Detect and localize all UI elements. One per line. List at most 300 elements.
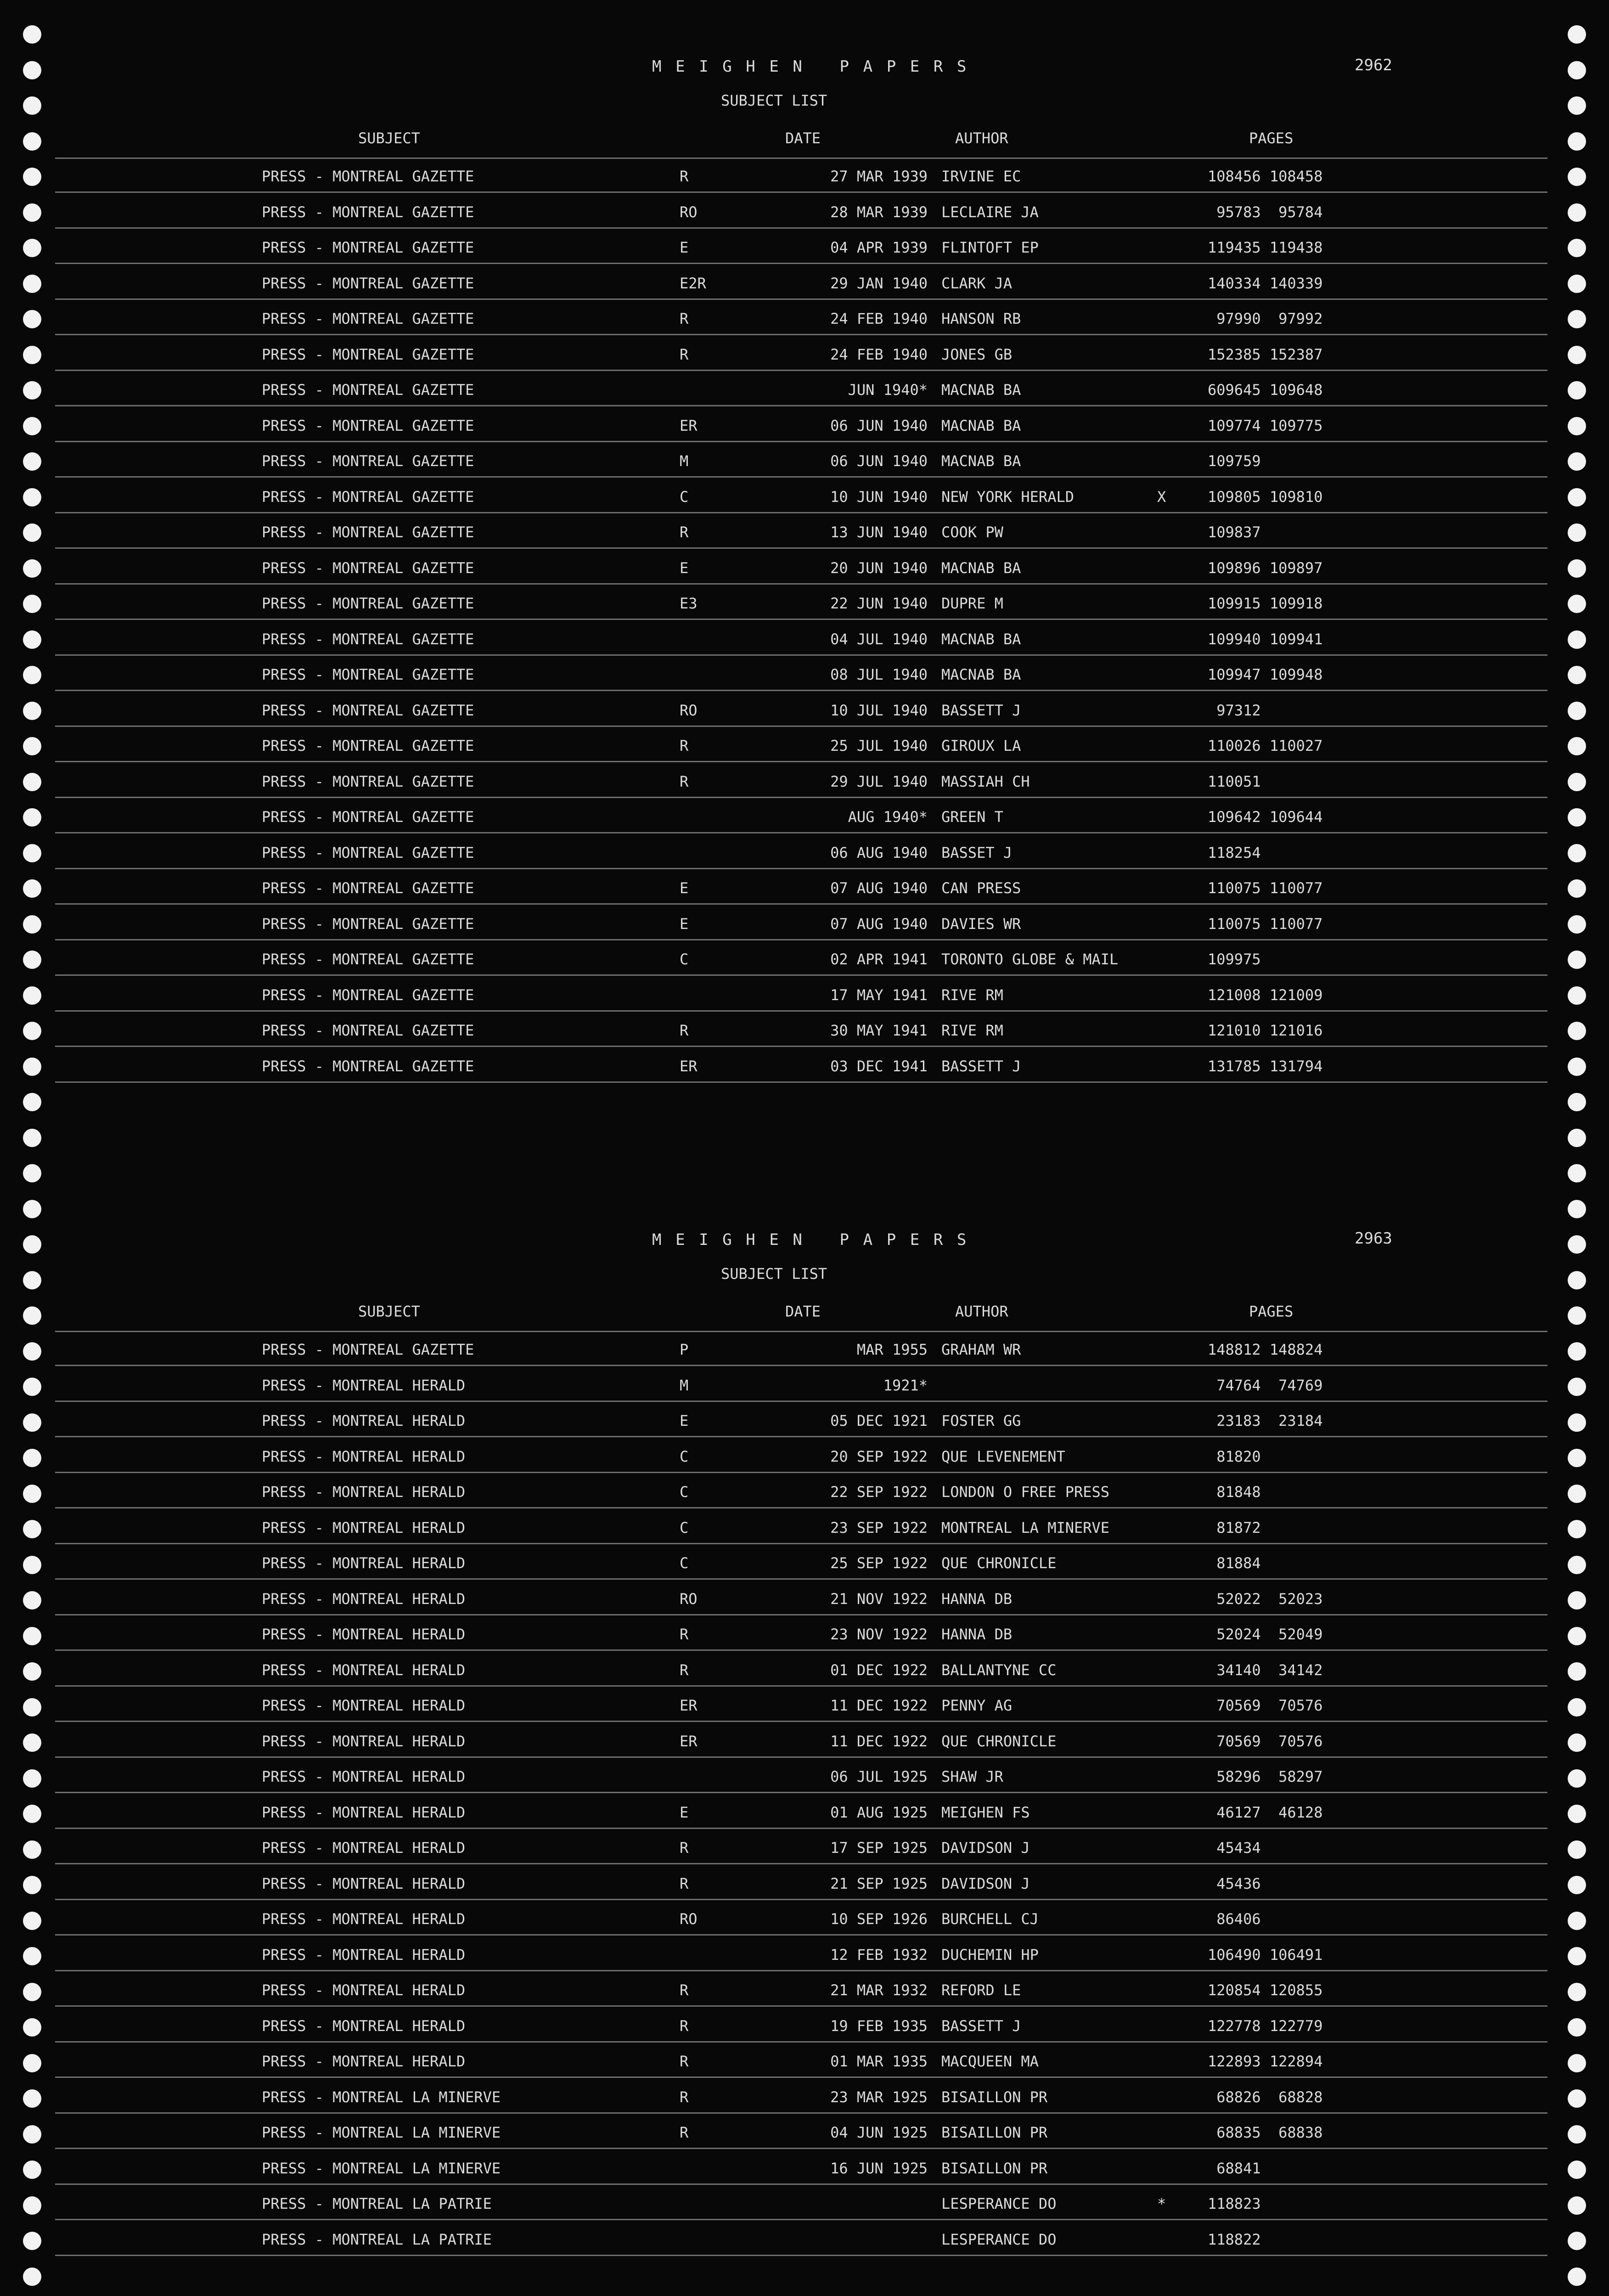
cell-author: DAVIES WR [941, 915, 1021, 933]
cell-pages: 122778 122779 [1208, 2017, 1323, 2035]
cell-subject: PRESS - MONTREAL HERALD [262, 1412, 466, 1429]
cell-date: AUG 1940* [848, 808, 928, 826]
feed-hole [23, 61, 41, 79]
cell-code: R [680, 772, 689, 790]
feed-hole [1568, 1378, 1586, 1396]
cell-pages: 121008 121009 [1208, 986, 1323, 1004]
cell-author: HANNA DB [941, 1626, 1013, 1643]
feed-hole [23, 1805, 41, 1823]
cell-date: 25 SEP 1922 [830, 1554, 928, 1572]
cell-date: 06 JUL 1925 [830, 1768, 928, 1785]
feed-hole [23, 915, 41, 934]
table-rule [55, 1756, 1547, 1758]
cell-subject: PRESS - MONTREAL GAZETTE [262, 310, 474, 327]
cell-pages: 52024 52049 [1208, 1626, 1323, 1643]
cell-author: DAVIDSON J [941, 1839, 1030, 1857]
table-row [55, 1661, 1547, 1689]
table-row [55, 630, 1547, 658]
cell-subject: PRESS - MONTREAL HERALD [262, 1554, 466, 1572]
feed-hole [1568, 2089, 1586, 2108]
table-row [55, 381, 1547, 409]
feed-hole [1568, 1164, 1586, 1182]
cell-code: E2R [680, 274, 706, 292]
cell-date: 30 MAY 1941 [830, 1022, 928, 1039]
table-row [55, 346, 1547, 373]
cell-subject: PRESS - MONTREAL GAZETTE [262, 203, 474, 221]
feed-hole [23, 1378, 41, 1396]
table-row [55, 879, 1547, 907]
feed-hole [23, 275, 41, 293]
cell-author: JONES GB [941, 345, 1013, 363]
cell-date: 21 SEP 1925 [830, 1874, 928, 1892]
feed-hole [1568, 595, 1586, 613]
table-rule [55, 1578, 1547, 1580]
cell-pages: 109947 109948 [1208, 666, 1323, 683]
cell-pages: 81872 [1208, 1519, 1261, 1536]
table-rule [55, 2112, 1547, 2114]
column-headers [55, 129, 1547, 148]
cell-subject: PRESS - MONTREAL LA MINERVE [262, 2124, 501, 2141]
cell-code: R [680, 2017, 689, 2035]
table-rule [55, 512, 1547, 513]
cell-author: MACNAB BA [941, 630, 1021, 648]
cell-date: JUN 1940* [848, 381, 928, 399]
feed-hole [23, 2196, 41, 2215]
cell-pages: 109837 [1208, 523, 1261, 541]
feed-hole [1568, 915, 1586, 934]
feed-hole [1568, 1627, 1586, 1645]
cell-code: R [680, 1981, 689, 1999]
cell-pages: 70569 70576 [1208, 1697, 1323, 1714]
feed-hole [23, 1698, 41, 1716]
feed-hole [1568, 666, 1586, 684]
table-row [55, 1590, 1547, 1618]
cell-pages: 120854 120855 [1208, 1981, 1323, 1999]
table-row [55, 239, 1547, 266]
cell-author: GIROUX LA [941, 737, 1021, 754]
table-row [55, 452, 1547, 480]
cell-pages: 118822 [1208, 2230, 1261, 2248]
feed-hole [1568, 1485, 1586, 1503]
cell-author: GREEN T [941, 808, 1003, 826]
cell-subject: PRESS - MONTREAL HERALD [262, 1768, 466, 1785]
table-row [55, 773, 1547, 800]
cell-author: MACNAB BA [941, 559, 1021, 577]
cell-date: 1921* [883, 1376, 928, 1394]
feed-hole [23, 488, 41, 506]
cell-author: FLINTOFT EP [941, 239, 1039, 256]
cell-pages: 68841 [1208, 2159, 1261, 2177]
feed-hole [1568, 1449, 1586, 1467]
cell-date: 13 JUN 1940 [830, 523, 928, 541]
table-rule [55, 1543, 1547, 1544]
table-rule [55, 2041, 1547, 2043]
table-row [55, 1058, 1547, 1085]
feed-hole [1568, 2125, 1586, 2144]
cell-pages: 109774 109775 [1208, 416, 1323, 434]
table-rule [55, 158, 1547, 159]
cell-pages: 109915 109918 [1208, 595, 1323, 612]
cell-author: MEIGHEN FS [941, 1803, 1030, 1821]
cell-code: R [680, 2053, 689, 2070]
cell-author: IRVINE EC [941, 168, 1021, 185]
table-rule [55, 797, 1547, 798]
cell-flag: X [1157, 488, 1166, 506]
feed-hole [23, 986, 41, 1005]
feed-hole [1568, 488, 1586, 506]
feed-hole [23, 737, 41, 755]
table-rule [55, 2255, 1547, 2256]
feed-hole [23, 2125, 41, 2144]
table-rule [55, 761, 1547, 762]
table-rule [55, 583, 1547, 585]
page-number: 2963 [1355, 1229, 1392, 1248]
table-row [55, 666, 1547, 693]
cell-code: R [680, 1022, 689, 1039]
feed-hole [23, 1520, 41, 1538]
feed-hole [1568, 808, 1586, 827]
cell-pages: 118823 [1208, 2195, 1261, 2212]
table-rule [55, 868, 1547, 869]
cell-date: 12 FEB 1932 [830, 1946, 928, 1964]
cell-author: BURCHELL CJ [941, 1910, 1039, 1928]
cell-code: C [680, 1483, 689, 1501]
feed-hole [23, 702, 41, 720]
cell-subject: PRESS - MONTREAL HERALD [262, 1732, 466, 1750]
cell-subject: PRESS - MONTREAL GAZETTE [262, 416, 474, 434]
cell-author: MACNAB BA [941, 452, 1021, 470]
cell-date: 07 AUG 1940 [830, 879, 928, 897]
cell-pages: 34140 34142 [1208, 1661, 1323, 1679]
feed-hole [23, 1129, 41, 1147]
table-rule [55, 1721, 1547, 1722]
cell-subject: PRESS - MONTREAL GAZETTE [262, 168, 474, 185]
cell-code: M [680, 452, 689, 470]
feed-hole [1568, 559, 1586, 578]
table-rule [55, 1934, 1547, 1936]
feed-hole [1568, 417, 1586, 435]
table-rule [55, 441, 1547, 442]
feed-hole [23, 1449, 41, 1467]
feed-hole [1568, 2196, 1586, 2215]
feed-hole [23, 1271, 41, 1289]
feed-hole [23, 1164, 41, 1182]
cell-code: ER [680, 1732, 698, 1750]
cell-subject: PRESS - MONTREAL GAZETTE [262, 488, 474, 506]
cell-subject: PRESS - MONTREAL HERALD [262, 1803, 466, 1821]
cell-author: BISAILLON PR [941, 2088, 1048, 2106]
cell-author: MACQUEEN MA [941, 2053, 1039, 2070]
cell-pages: 122893 122894 [1208, 2053, 1323, 2070]
cell-pages: 68835 68838 [1208, 2124, 1323, 2141]
feed-hole [1568, 1591, 1586, 1609]
cell-date: 07 AUG 1940 [830, 915, 928, 933]
table-rule [55, 1046, 1547, 1047]
table-rule [55, 334, 1547, 335]
cell-subject: PRESS - MONTREAL GAZETTE [262, 666, 474, 683]
table-row [55, 417, 1547, 445]
feed-hole [1568, 1271, 1586, 1289]
table-row [55, 2017, 1547, 2045]
feed-hole [23, 1485, 41, 1503]
feed-hole [23, 25, 41, 44]
feed-hole [23, 1983, 41, 2001]
left-tractor-holes [18, 0, 46, 2296]
table-rule [55, 1472, 1547, 1473]
cell-subject: PRESS - MONTREAL HERALD [262, 1483, 466, 1501]
table-row [55, 1981, 1547, 2009]
feed-hole [23, 452, 41, 471]
cell-pages: 58296 58297 [1208, 1768, 1323, 1785]
feed-hole [23, 559, 41, 578]
cell-subject: PRESS - MONTREAL GAZETTE [262, 737, 474, 754]
cell-date: 01 MAR 1935 [830, 2053, 928, 2070]
cell-subject: PRESS - MONTREAL GAZETTE [262, 951, 474, 968]
feed-hole [1568, 61, 1586, 79]
feed-hole [1568, 2232, 1586, 2250]
feed-hole [23, 1627, 41, 1645]
feed-hole [23, 1235, 41, 1254]
cell-pages: 121010 121016 [1208, 1022, 1323, 1039]
cell-date: 23 MAR 1925 [830, 2088, 928, 2106]
feed-hole [23, 96, 41, 115]
cell-date: 10 JUN 1940 [830, 488, 928, 506]
feed-hole [1568, 381, 1586, 400]
cell-subject: PRESS - MONTREAL LA MINERVE [262, 2088, 501, 2106]
feed-hole [1568, 275, 1586, 293]
cell-author: RIVE RM [941, 1022, 1003, 1039]
cell-code: C [680, 1519, 689, 1536]
cell-pages: 152385 152387 [1208, 345, 1323, 363]
cell-date: 25 JUL 1940 [830, 737, 928, 754]
sheet-title: MEIGHEN PAPERS [652, 1231, 980, 1249]
cell-pages: 109975 [1208, 951, 1261, 968]
table-row [55, 1768, 1547, 1795]
cell-author: NEW YORK HERALD [941, 488, 1074, 506]
table-rule [55, 370, 1547, 371]
feed-hole [23, 1840, 41, 1859]
cell-pages: 148812 148824 [1208, 1341, 1323, 1358]
cell-author: CAN PRESS [941, 879, 1021, 897]
feed-hole [1568, 1306, 1586, 1325]
feed-hole [1568, 951, 1586, 969]
cell-author: MONTREAL LA MINERVE [941, 1519, 1110, 1536]
cell-date: 16 JUN 1925 [830, 2159, 928, 2177]
feed-hole [23, 2161, 41, 2179]
table-rule [55, 1401, 1547, 1402]
table-row [55, 1341, 1547, 1368]
feed-hole [23, 1058, 41, 1076]
table-rule [55, 1970, 1547, 1971]
cell-author: BASSETT J [941, 701, 1021, 719]
cell-code: E [680, 1412, 689, 1429]
cell-author: RIVE RM [941, 986, 1003, 1004]
table-row [55, 1626, 1547, 1653]
cell-code: C [680, 488, 689, 506]
cell-author: LECLAIRE JA [941, 203, 1039, 221]
cell-pages: 106490 106491 [1208, 1946, 1323, 1964]
table-row [55, 951, 1547, 978]
cell-pages: 86406 [1208, 1910, 1261, 1928]
table-row [55, 702, 1547, 729]
feed-hole [23, 1022, 41, 1040]
cell-author: MACNAB BA [941, 381, 1021, 399]
table-row [55, 2053, 1547, 2080]
sheet-subtitle: SUBJECT LIST [721, 1265, 827, 1283]
cell-subject: PRESS - MONTREAL HERALD [262, 1910, 466, 1928]
feed-hole [23, 1591, 41, 1609]
table-rule [55, 1649, 1547, 1651]
feed-hole [23, 773, 41, 791]
cell-author: QUE LEVENEMENT [941, 1447, 1065, 1465]
cell-date: 08 JUL 1940 [830, 666, 928, 683]
cell-subject: PRESS - MONTREAL GAZETTE [262, 274, 474, 292]
cell-author: MACNAB BA [941, 416, 1021, 434]
feed-hole [1568, 702, 1586, 720]
table-row [55, 1697, 1547, 1724]
feed-hole [23, 203, 41, 222]
table-row [55, 1733, 1547, 1760]
feed-hole [1568, 168, 1586, 186]
feed-hole [23, 417, 41, 435]
feed-hole [23, 1947, 41, 1965]
cell-subject: PRESS - MONTREAL GAZETTE [262, 1022, 474, 1039]
feed-hole [1568, 1235, 1586, 1254]
cell-date: 04 APR 1939 [830, 239, 928, 256]
table-row [55, 2231, 1547, 2258]
feed-hole [1568, 2054, 1586, 2072]
feed-hole [1568, 1662, 1586, 1681]
feed-hole [23, 2054, 41, 2072]
table-row [55, 915, 1547, 943]
cell-code: E [680, 1803, 689, 1821]
feed-hole [23, 630, 41, 649]
table-rule [55, 298, 1547, 300]
table-row [55, 203, 1547, 231]
cell-date: 03 DEC 1941 [830, 1057, 928, 1075]
feed-hole [23, 951, 41, 969]
table-rule [55, 619, 1547, 620]
feed-hole [23, 1093, 41, 1111]
cell-date: 02 APR 1941 [830, 951, 928, 968]
cell-subject: PRESS - MONTREAL GAZETTE [262, 701, 474, 719]
cell-subject: PRESS - MONTREAL HERALD [262, 1946, 466, 1964]
feed-hole [1568, 1698, 1586, 1716]
feed-hole [1568, 1556, 1586, 1574]
cell-author: LESPERANCE DO [941, 2230, 1057, 2248]
feed-hole [1568, 879, 1586, 898]
feed-hole [1568, 844, 1586, 862]
table-rule [55, 1331, 1547, 1332]
feed-hole [23, 1662, 41, 1681]
cell-code: C [680, 1447, 689, 1465]
feed-hole [1568, 1200, 1586, 1218]
cell-code: C [680, 1554, 689, 1572]
cell-pages: 23183 23184 [1208, 1412, 1323, 1429]
cell-subject: PRESS - MONTREAL HERALD [262, 2017, 466, 2035]
cell-code: E [680, 879, 689, 897]
feed-hole [23, 879, 41, 898]
cell-code: E [680, 915, 689, 933]
table-row [55, 1377, 1547, 1404]
cell-date: 11 DEC 1922 [830, 1732, 928, 1750]
cell-pages: 118254 [1208, 844, 1261, 861]
cell-pages: 110026 110027 [1208, 737, 1323, 754]
cell-date: 06 JUN 1940 [830, 452, 928, 470]
table-row [55, 523, 1547, 551]
cell-date: 20 SEP 1922 [830, 1447, 928, 1465]
cell-subject: PRESS - MONTREAL GAZETTE [262, 630, 474, 648]
feed-hole [23, 1912, 41, 1930]
table-rule [55, 2077, 1547, 2078]
cell-date: 06 JUN 1940 [830, 416, 928, 434]
table-rule [55, 974, 1547, 976]
table-rule [55, 2219, 1547, 2220]
table-rule [55, 1436, 1547, 1437]
cell-code: R [680, 1874, 689, 1892]
cell-code: RO [680, 203, 698, 221]
header-subject: SUBJECT [358, 129, 420, 147]
header-pages: PAGES [1249, 1303, 1294, 1320]
feed-hole [1568, 523, 1586, 542]
cell-pages: 81820 [1208, 1447, 1261, 1465]
table-rule [55, 263, 1547, 264]
table-rule [55, 405, 1547, 406]
table-row [55, 1412, 1547, 1440]
cell-author: QUE CHRONICLE [941, 1554, 1057, 1572]
cell-pages: 97990 97992 [1208, 310, 1323, 327]
cell-subject: PRESS - MONTREAL HERALD [262, 1697, 466, 1714]
cell-author: REFORD LE [941, 1981, 1021, 1999]
cell-pages: 109940 109941 [1208, 630, 1323, 648]
table-row [55, 168, 1547, 195]
cell-pages: 109759 [1208, 452, 1261, 470]
table-row [55, 844, 1547, 872]
cell-pages: 109805 109810 [1208, 488, 1323, 506]
feed-hole [23, 132, 41, 151]
cell-date: 27 MAR 1939 [830, 168, 928, 185]
cell-code: R [680, 2088, 689, 2106]
cell-subject: PRESS - MONTREAL GAZETTE [262, 808, 474, 826]
cell-author: QUE CHRONICLE [941, 1732, 1057, 1750]
cell-date: 24 FEB 1940 [830, 310, 928, 327]
table-row [55, 1519, 1547, 1547]
cell-date: 29 JUL 1940 [830, 772, 928, 790]
feed-hole [23, 2089, 41, 2108]
cell-author: BASSETT J [941, 1057, 1021, 1075]
feed-hole [1568, 1805, 1586, 1823]
feed-hole [23, 381, 41, 400]
table-rule [55, 191, 1547, 193]
table-rule [55, 1614, 1547, 1615]
cell-code: R [680, 168, 689, 185]
cell-pages: 110075 110077 [1208, 879, 1323, 897]
cell-subject: PRESS - MONTREAL HERALD [262, 1661, 466, 1679]
cell-pages: 110075 110077 [1208, 915, 1323, 933]
cell-author: BASSET J [941, 844, 1013, 861]
feed-hole [1568, 1129, 1586, 1147]
cell-code: ER [680, 1697, 698, 1714]
cell-author: DUPRE M [941, 595, 1003, 612]
feed-hole [1568, 25, 1586, 44]
cell-subject: PRESS - MONTREAL GAZETTE [262, 879, 474, 897]
table-row [55, 2124, 1547, 2151]
feed-hole [23, 523, 41, 542]
feed-hole [23, 1769, 41, 1788]
table-rule [55, 1685, 1547, 1687]
feed-hole [1568, 1413, 1586, 1432]
sheet-subtitle: SUBJECT LIST [721, 92, 827, 109]
